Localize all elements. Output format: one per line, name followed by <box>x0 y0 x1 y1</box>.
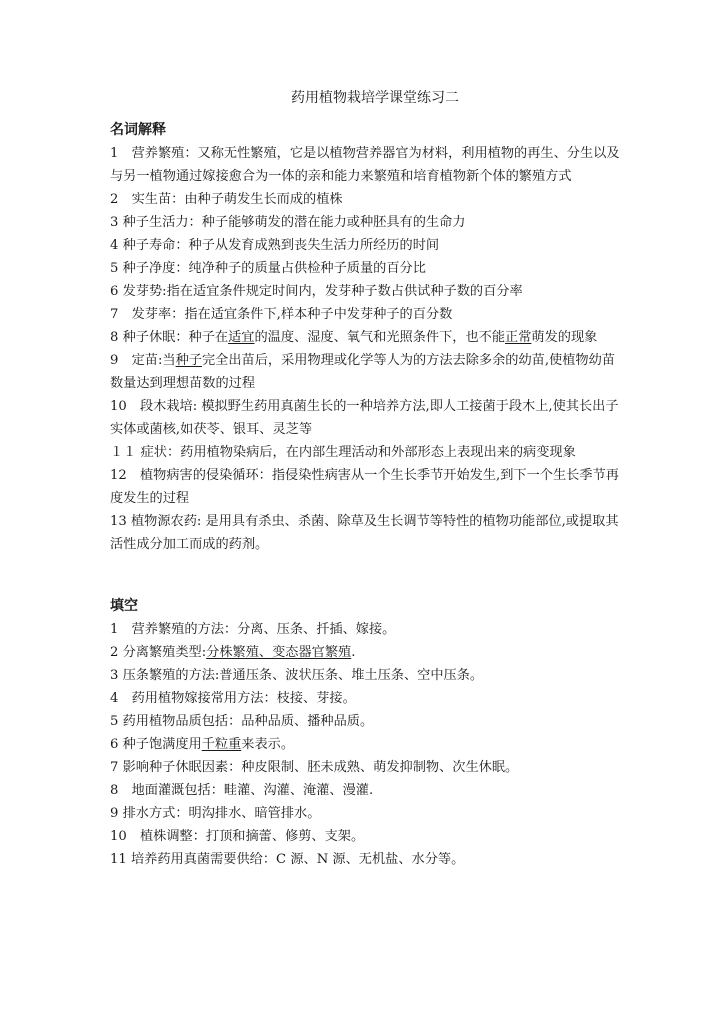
entry-text: 来表示。 <box>241 737 295 752</box>
entry-text: 4 药用植物嫁接常用方法：枝接、芽接。 <box>110 691 356 706</box>
fill-blank-item <box>110 779 620 802</box>
fill-blank-item <box>110 825 620 848</box>
fill-blank-item <box>110 733 620 756</box>
entry-text: 11 培养药用真菌需要供给：C 源、N 源、无机盐、水分等。 <box>110 852 465 867</box>
fill-blanks-heading: 填空 <box>110 598 138 614</box>
fill-blank-item <box>110 756 620 779</box>
underlined-term: 种子 <box>175 353 202 368</box>
underlined-term: 千粒重 <box>201 737 242 752</box>
definition-item <box>110 188 620 211</box>
fill-blank-item <box>110 848 620 871</box>
fill-blank-item <box>110 710 620 733</box>
entry-text: 的温度、湿度、氧气和光照条件下，也不能 <box>254 330 506 345</box>
definition-item <box>110 303 620 326</box>
entry-text: 5 药用植物品质包括：品种品质、播种品质。 <box>110 714 374 729</box>
entry-text: 12 植物病害的侵染循环：指侵染性病害从一个生长季节开始发生,到下一个生长季节再度发生的过程 <box>110 468 619 506</box>
entry-text: 1 营养繁殖：又称无性繁殖，它是以植物营养器官为材料，利用植物的再生、分生以及与另一植物通过嫁接愈合为一体的亲和能力来繁殖和培育植物新个体的繁殖方式 <box>110 146 620 184</box>
underlined-term: 分株繁殖、变态器官繁殖 <box>206 645 352 660</box>
definition-item <box>110 257 620 280</box>
definitions-list <box>110 142 620 556</box>
entry-text: 3 压条繁殖的方法:普通压条、波状压条、堆土压条、空中压条。 <box>110 668 484 683</box>
entry-text: 9 定苗:当 <box>110 353 176 368</box>
underlined-term: 适宜 <box>228 330 255 345</box>
entry-text: 13 植物源农药: 是用具有杀虫、杀菌、除草及生长调节等特性的植物功能部位,或提取其活性成分加工而成的药剂。 <box>110 514 619 552</box>
entry-text: 3 种子生活力：种子能够萌发的潜在能力或种胚具有的生命力 <box>110 215 466 230</box>
definition-item <box>110 142 620 188</box>
fill-blank-item <box>110 687 620 710</box>
entry-text: 1 营养繁殖的方法：分离、压条、扦插、嫁接。 <box>110 622 396 637</box>
fill-blank-item <box>110 618 620 641</box>
definitions-heading: 名词解释 <box>110 122 166 138</box>
definition-item <box>110 211 620 234</box>
entry-text: 7 影响种子休眠因素：种皮限制、胚未成熟、萌发抑制物、次生休眠。 <box>110 760 519 775</box>
document-title: 药用植物栽培学课堂练习二 <box>291 90 459 106</box>
definition-item <box>110 326 620 349</box>
entry-text: １１ 症状：药用植物染病后，在内部生理活动和外部形态上表现出来的病变现象 <box>110 445 576 460</box>
entry-text: 6 发芽势:指在适宜条件规定时间内，发芽种子数占供试种子数的百分率 <box>110 284 523 299</box>
entry-text: 10 植株调整：打顶和摘蕾、修剪、支架。 <box>110 829 365 844</box>
entry-text: 萌发的现象 <box>531 330 598 345</box>
definition-item <box>110 441 620 464</box>
document-page <box>110 88 620 871</box>
entry-text: 9 排水方式：明沟排水、暗管排水。 <box>110 806 321 821</box>
entry-text: 8 种子休眠：种子在 <box>110 330 229 345</box>
section-gap <box>110 556 620 594</box>
definition-item <box>110 395 620 441</box>
entry-text: 10 段木栽培: 模拟野生药用真菌生长的一种培养方法,即人工接菌于段木上,使其长出子实体或菌核,如茯苓、银耳、灵芝等 <box>110 399 619 437</box>
entry-text: . <box>351 645 356 660</box>
definition-item <box>110 234 620 257</box>
entry-text: 4 种子寿命：种子从发育成熟到丧失生活力所经历的时间 <box>110 238 440 253</box>
fill-blanks-list <box>110 618 620 871</box>
entry-text: 完全出苗后，采用物理或化学等人为的方法去除多余的幼苗,使植物幼苗数量达到理想苗数的过程 <box>110 353 615 391</box>
definition-item <box>110 464 620 510</box>
fill-blank-item <box>110 802 620 825</box>
fill-blanks-section <box>110 594 620 871</box>
definition-item <box>110 280 620 303</box>
entry-text: 6 种子饱满度用 <box>110 737 202 752</box>
entry-text: 7 发芽率：指在适宜条件下,样本种子中发芽种子的百分数 <box>110 307 453 322</box>
definition-item <box>110 349 620 395</box>
definition-item <box>110 510 620 556</box>
underlined-term: 正常 <box>505 330 532 345</box>
entry-text: 5 种子净度：纯净种子的质量占供检种子质量的百分比 <box>110 261 426 276</box>
entry-text: 2 实生苗：由种子萌发生长而成的植株 <box>110 192 343 207</box>
definitions-section <box>110 118 620 556</box>
fill-blank-item <box>110 641 620 664</box>
entry-text: 2 分离繁殖类型: <box>110 645 207 660</box>
entry-text: 8 地面灌溉包括：畦灌、沟灌、淹灌、漫灌. <box>110 783 374 798</box>
fill-blank-item <box>110 664 620 687</box>
